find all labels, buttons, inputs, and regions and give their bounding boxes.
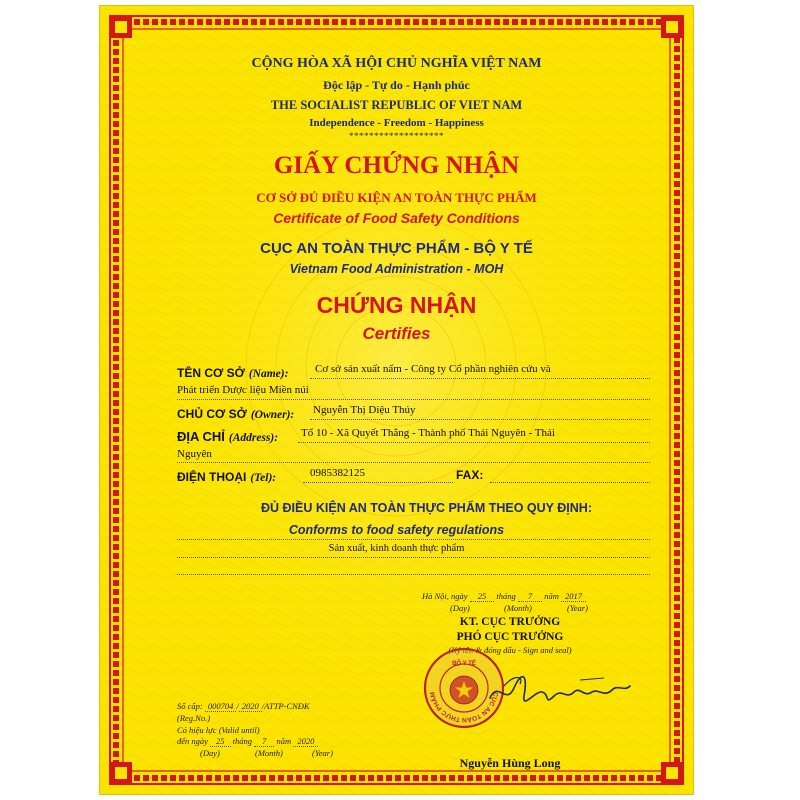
name-dotted-line-1 — [310, 378, 650, 379]
name-dotted-line-2 — [177, 399, 650, 400]
phone-value: 0985382125 — [310, 467, 365, 479]
fax-label: FAX: — [456, 468, 484, 482]
certificate-title: GIẤY CHỨNG NHẬN — [273, 152, 520, 179]
republic-title-en: THE SOCIALIST REPUBLIC OF VIET NAM — [270, 98, 523, 112]
name-label: TÊN CƠ SỞ — [177, 366, 245, 380]
phone-label: ĐIỆN THOẠI — [177, 470, 247, 484]
conformity-dotted-line-1 — [177, 539, 650, 540]
valid-until-date — [177, 736, 318, 746]
name-value-line2: Phát triển Dược liệu Miền núi — [177, 384, 309, 396]
address-value-line1: Tổ 10 - Xã Quyết Thắng - Thành phố Thái Nguyên - Thái — [301, 427, 555, 439]
authority-name-vi: CỤC AN TOÀN THỰC PHẨM - BỘ Y TẾ — [260, 240, 533, 257]
owner-field — [177, 405, 294, 423]
issue-year-word: năm — [544, 591, 559, 601]
valid-year-word: năm — [276, 736, 292, 746]
valid-year-en: (Year) — [312, 748, 333, 758]
issue-month-word: tháng — [496, 591, 516, 601]
address-dotted-line-1 — [298, 442, 650, 443]
valid-month-en: (Month) — [255, 748, 283, 758]
name-field — [177, 364, 288, 382]
seal-top-text: BỘ Y TẾ — [452, 661, 476, 667]
name-label-en: (Name): — [248, 368, 289, 380]
handwritten-signature — [484, 666, 634, 716]
owner-dotted-line — [310, 419, 650, 420]
signer-title: PHÓ CỤC TRƯỞNG — [456, 631, 564, 643]
issue-date — [422, 591, 586, 601]
conformity-dotted-line-2 — [177, 557, 650, 558]
name-value-line1: Cơ sở sản xuất nấm - Công ty Cổ phần nghiên cứu và — [315, 363, 551, 375]
registration-year: 2020 — [239, 701, 262, 712]
conformity-dotted-line-3 — [177, 574, 650, 575]
registration-suffix: /ATTP-CNĐK — [261, 701, 310, 711]
certificate-subtitle-en: Certificate of Food Safety Conditions — [273, 210, 520, 226]
issue-day-en: (Day) — [450, 603, 470, 613]
conformity-scope: Sản xuất, kinh doanh thực phẩm — [328, 543, 465, 554]
registration-number-value: 000704 — [205, 701, 237, 712]
signer-on-behalf: KT. CỤC TRƯỞNG — [459, 616, 561, 628]
valid-day-en: (Day) — [200, 748, 220, 758]
motto-en: Independence - Freedom - Happiness — [309, 117, 484, 129]
signer-note: (Ký tên & đóng dấu - Sign and seal) — [448, 645, 572, 655]
issue-month: 7 — [518, 591, 542, 602]
certifies-heading-en: Certifies — [362, 324, 431, 343]
address-label: ĐỊA CHỈ — [177, 429, 225, 444]
registration-label-en: (Reg.No.) — [177, 713, 211, 723]
signer-name: Nguyễn Hùng Long — [459, 756, 561, 770]
address-field — [177, 428, 278, 446]
owner-value: Nguyễn Thị Diệu Thúy — [313, 404, 416, 416]
phone-field — [177, 468, 276, 486]
phone-label-en: (Tel): — [250, 472, 277, 484]
registration-label: Số cấp: — [177, 701, 203, 711]
conformity-heading-en: Conforms to food safety regulations — [288, 523, 505, 537]
valid-until-prefix: đến ngày — [177, 736, 208, 746]
fax-dotted-line — [490, 482, 650, 483]
header-stars: ******************* — [349, 131, 444, 141]
valid-until-label: Có hiệu lực (Valid until) — [177, 725, 260, 735]
owner-label-en: (Owner): — [250, 409, 295, 421]
issue-year: 2017 — [561, 591, 586, 602]
republic-title-vi: CỘNG HÒA XÃ HỘI CHỦ NGHĨA VIỆT NAM — [251, 56, 542, 71]
authority-name-en: Vietnam Food Administration - MOH — [289, 262, 504, 276]
valid-month-word: tháng — [232, 736, 253, 746]
phone-dotted-line — [303, 482, 453, 483]
registration-number: Số cấp: 000704 / 2020 /ATTP-CNĐK — [177, 701, 310, 711]
address-label-en: (Address): — [228, 432, 279, 444]
seal-ring-text: CỤC AN TOÀN THỰC PHẨM — [429, 691, 499, 724]
motto-vi: Độc lập - Tự do - Hạnh phúc — [323, 78, 470, 92]
issue-day: 25 — [470, 591, 495, 602]
issue-month-en: (Month) — [504, 603, 532, 613]
valid-month: 7 — [254, 736, 274, 747]
certificate-subtitle-vi: CƠ SỞ ĐỦ ĐIỀU KIỆN AN TOÀN THỰC PHẨM — [256, 190, 537, 205]
valid-year: 2020 — [293, 736, 318, 747]
certifies-heading-vi: CHỨNG NHẬN — [316, 292, 477, 318]
certificate — [100, 6, 693, 794]
conformity-heading-vi: ĐỦ ĐIỀU KIỆN AN TOÀN THỰC PHẨM THEO QUY ĐỊNH: — [261, 501, 592, 515]
owner-label: CHỦ CƠ SỞ — [177, 407, 247, 421]
issue-year-en: (Year) — [567, 603, 588, 613]
issue-place: Hà Nội, ngày — [422, 591, 468, 601]
address-dotted-line-2 — [177, 462, 650, 463]
address-value-line2: Nguyên — [177, 448, 212, 460]
valid-day: 25 — [210, 736, 231, 747]
